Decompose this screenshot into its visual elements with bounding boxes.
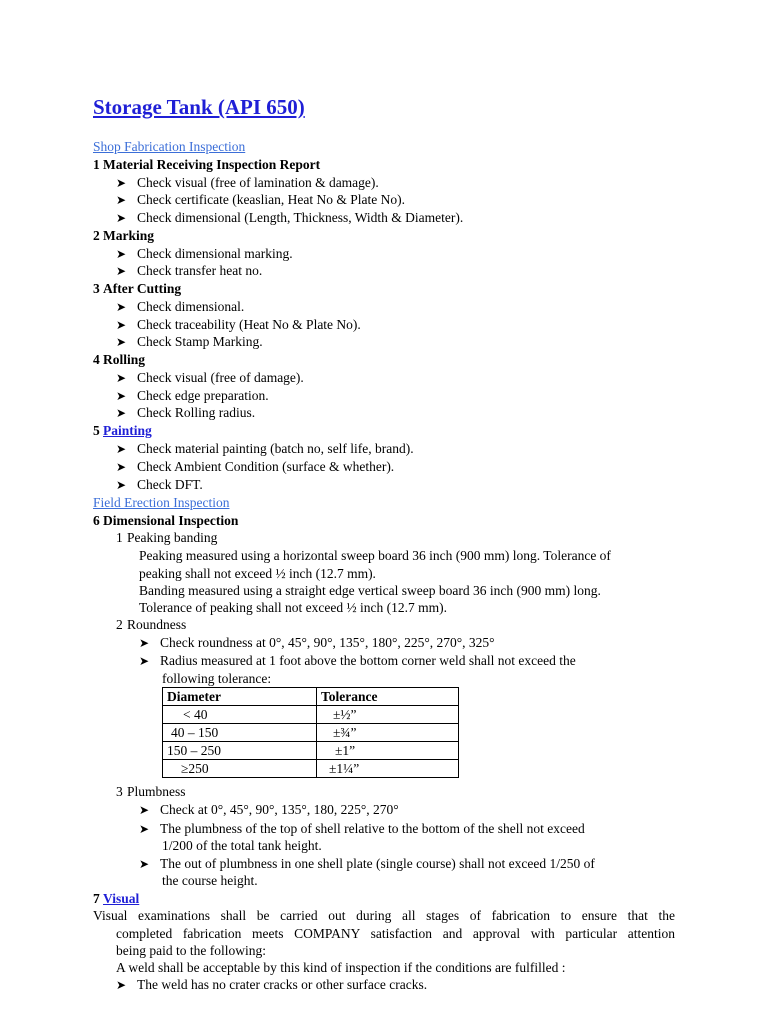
arrow-bullet-icon: ➤	[116, 478, 127, 492]
list-item: ➤ Check Ambient Condition (surface & whether).	[116, 459, 395, 474]
list-item: ➤ Check visual (free of lamination & damage).	[116, 175, 379, 190]
section-5-heading: 5 Painting	[93, 423, 152, 438]
arrow-bullet-icon: ➤	[116, 460, 127, 474]
subsection-peaking-banding: 1 Peaking banding	[116, 530, 218, 545]
arrow-bullet-icon: ➤	[116, 300, 127, 314]
arrow-bullet-icon: ➤	[116, 442, 127, 456]
arrow-bullet-icon: ➤	[116, 371, 127, 385]
list-item: ➤ Check dimensional.	[116, 299, 245, 314]
table-cell: ±¾”	[317, 724, 459, 742]
table-row	[163, 724, 459, 742]
table-cell: ±1¼”	[317, 760, 459, 778]
paragraph-line: Banding measured using a straight edge vertical sweep board 36 inch (900 mm) long.	[139, 583, 601, 598]
paragraph-line: following tolerance:	[162, 671, 272, 686]
arrow-bullet-icon: ➤	[116, 211, 127, 225]
section-7-heading: 7 Visual	[93, 891, 140, 906]
painting-link[interactable]: Painting	[103, 423, 152, 438]
list-item: ➤ The out of plumbness in one shell plate (single course) shall not exceed 1/250 of	[139, 856, 595, 871]
paragraph-line: being paid to the following:	[116, 943, 266, 958]
list-item: ➤ The plumbness of the top of shell relative to the bottom of the shell not exceed	[139, 821, 585, 836]
list-item: ➤ Check Rolling radius.	[116, 405, 256, 420]
table-row	[163, 706, 459, 724]
arrow-bullet-icon: ➤	[116, 264, 127, 278]
table-cell: 40 – 150	[163, 724, 317, 742]
list-item: ➤ Check at 0°, 45°, 90°, 135°, 180, 225°, 270°	[139, 802, 399, 817]
table-cell: ≥250	[163, 760, 317, 778]
arrow-bullet-icon: ➤	[116, 318, 127, 332]
arrow-bullet-icon: ➤	[116, 193, 127, 207]
paragraph-line: A weld shall be acceptable by this kind of inspection if the conditions are fulfilled :	[116, 960, 566, 975]
list-item: ➤ Check edge preparation.	[116, 388, 269, 403]
arrow-bullet-icon: ➤	[139, 857, 150, 871]
tolerance-table	[162, 687, 459, 778]
list-item: ➤ Check dimensional (Length, Thickness, Width & Diameter).	[116, 210, 464, 225]
paragraph-line: the course height.	[162, 873, 258, 888]
list-item: ➤ Check material painting (batch no, self life, brand).	[116, 441, 414, 456]
arrow-bullet-icon: ➤	[116, 247, 127, 261]
table-header-row	[163, 688, 459, 706]
table-cell: ±½”	[317, 706, 459, 724]
list-item: ➤ Check dimensional marking.	[116, 246, 293, 261]
column-header: Diameter	[163, 688, 317, 706]
paragraph-line: completed fabrication meets COMPANY satisfaction and approval with particular attention	[116, 926, 675, 941]
subsection-plumbness: 3 Plumbness	[116, 784, 186, 799]
paragraph-line: Tolerance of peaking shall not exceed ½ inch (12.7 mm).	[139, 600, 447, 615]
page-title: Storage Tank (API 650)	[93, 95, 305, 119]
paragraph-line: Peaking measured using a horizontal sweep board 36 inch (900 mm) long. Tolerance of	[139, 548, 611, 563]
arrow-bullet-icon: ➤	[116, 389, 127, 403]
list-item: ➤ Check traceability (Heat No & Plate No).	[116, 317, 361, 332]
list-item: ➤ Check roundness at 0°, 45°, 90°, 135°, 180°, 225°, 270°, 325°	[139, 635, 495, 650]
shop-fabrication-heading[interactable]: Shop Fabrication Inspection	[93, 139, 246, 154]
list-item: ➤ The weld has no crater cracks or other surface cracks.	[116, 977, 428, 992]
column-header: Tolerance	[317, 688, 459, 706]
arrow-bullet-icon: ➤	[116, 176, 127, 190]
arrow-bullet-icon: ➤	[116, 406, 127, 420]
list-item: ➤ Check visual (free of damage).	[116, 370, 304, 385]
list-item: ➤ Check Stamp Marking.	[116, 334, 263, 349]
subsection-roundness: 2 Roundness	[116, 617, 187, 632]
section-1-heading: 1 Material Receiving Inspection Report	[93, 157, 321, 172]
section-2-heading: 2 Marking	[93, 228, 155, 243]
section-3-heading: 3 After Cutting	[93, 281, 182, 296]
arrow-bullet-icon: ➤	[139, 636, 150, 650]
arrow-bullet-icon: ➤	[139, 803, 150, 817]
section-4-heading: 4 Rolling	[93, 352, 146, 367]
table-row	[163, 760, 459, 778]
visual-link[interactable]: Visual	[103, 891, 140, 906]
paragraph-line: peaking shall not exceed ½ inch (12.7 mm).	[139, 566, 376, 581]
section-6-heading: 6 Dimensional Inspection	[93, 513, 239, 528]
arrow-bullet-icon: ➤	[139, 822, 150, 836]
table-cell: < 40	[163, 706, 317, 724]
arrow-bullet-icon: ➤	[139, 654, 150, 668]
list-item: ➤ Check DFT.	[116, 477, 203, 492]
arrow-bullet-icon: ➤	[116, 335, 127, 349]
list-item: ➤ Check certificate (keaslian, Heat No & Plate No).	[116, 192, 406, 207]
list-item: ➤ Check transfer heat no.	[116, 263, 263, 278]
table-row	[163, 742, 459, 760]
paragraph-line: Visual examinations shall be carried out during all stages of fabrication to ensure that the	[93, 908, 675, 923]
table-cell: 150 – 250	[163, 742, 317, 760]
table-cell: ±1”	[317, 742, 459, 760]
list-item: ➤ Radius measured at 1 foot above the bottom corner weld shall not exceed the	[139, 653, 576, 668]
field-erection-heading[interactable]: Field Erection Inspection	[93, 495, 230, 510]
paragraph-line: 1/200 of the total tank height.	[162, 838, 322, 853]
arrow-bullet-icon: ➤	[116, 978, 127, 992]
